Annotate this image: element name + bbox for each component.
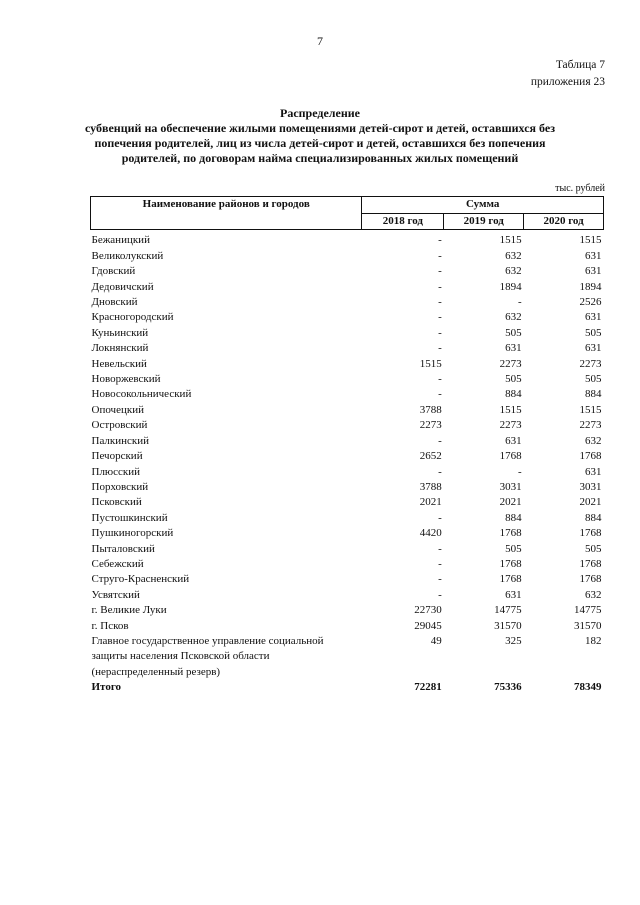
table-row	[91, 326, 604, 341]
value-2019: 884	[505, 388, 522, 401]
value-2019: 631	[505, 434, 522, 447]
district-name: Псковский	[91, 496, 142, 509]
district-name: Островский	[91, 419, 148, 432]
value-2019: 631	[505, 588, 522, 601]
total-value-2020: 78349	[574, 681, 602, 694]
value-2019: 1515	[499, 403, 522, 416]
table-row	[91, 387, 604, 402]
table-row	[91, 557, 604, 572]
value-2019: 31570	[494, 619, 522, 632]
district-name: Новоржевский	[91, 373, 161, 386]
total-value-2018: 72281	[414, 681, 442, 694]
value-2019: 632	[505, 311, 522, 324]
district-name: г. Псков	[91, 619, 129, 632]
subsidy-table	[90, 196, 604, 696]
value-2020: 1515	[579, 403, 602, 416]
value-2019: 505	[505, 326, 522, 339]
value-2019: 631	[505, 342, 522, 355]
value-2019: 1768	[499, 573, 522, 586]
value-2020: 632	[585, 588, 602, 601]
table-row	[91, 357, 604, 372]
value-2019: 2273	[499, 357, 522, 370]
table-row	[91, 249, 604, 264]
value-2019: 505	[505, 542, 522, 555]
value-2019: 2273	[499, 419, 522, 432]
table-row	[91, 511, 604, 526]
value-2018: -	[438, 557, 442, 570]
header-name: Наименование районов и городов	[91, 197, 362, 230]
district-name: Бежаницкий	[91, 234, 150, 247]
value-2019: 884	[505, 511, 522, 524]
header-year-2020: 2020 год	[524, 214, 604, 230]
district-name: Печорский	[91, 450, 143, 463]
table-row	[91, 280, 604, 295]
table-row	[91, 403, 604, 418]
district-name-line: защиты населения Псковской области	[91, 650, 270, 663]
value-2019: 3031	[499, 480, 522, 493]
title-heading: Распределение	[279, 106, 361, 120]
value-2018: -	[438, 249, 442, 262]
value-2020: 1768	[579, 527, 602, 540]
table-row	[91, 634, 604, 680]
value-2020: 2021	[579, 496, 602, 509]
value-2020: 632	[585, 434, 602, 447]
value-2019: 325	[505, 634, 522, 647]
district-name: Красногородский	[91, 311, 174, 324]
value-2018: -	[438, 573, 442, 586]
district-name: Пыталовский	[91, 542, 155, 555]
value-2020: 182	[585, 634, 602, 647]
value-2019: 14775	[494, 604, 522, 617]
district-name-line: Главное государственное управление социальной	[91, 634, 324, 647]
district-name: Пушкиногорский	[91, 527, 174, 540]
value-2020: 3031	[579, 480, 602, 493]
header-year-2018: 2018 год	[362, 214, 444, 230]
header-sum: Сумма	[362, 197, 604, 214]
unit-label: тыс. рублей	[555, 183, 605, 194]
value-2019: -	[517, 465, 522, 478]
value-2018: -	[438, 311, 442, 324]
value-2018: -	[438, 511, 442, 524]
table-row	[91, 495, 604, 510]
district-name-line: (нераспределенный резерв)	[91, 665, 221, 678]
table-row	[91, 310, 604, 325]
table-row	[91, 526, 604, 541]
value-2019: 505	[505, 373, 522, 386]
page-number: 7	[317, 34, 323, 48]
value-2020: 31570	[574, 619, 602, 632]
district-name: Опочецкий	[91, 403, 144, 416]
value-2018: 3788	[419, 480, 442, 493]
value-2020: 2273	[579, 357, 602, 370]
title-description: субвенций на обеспечение жилыми помещениями детей-сирот и детей, оставшихся без попечения родителей, лиц из числа детей-сирот и детей, оставшихся без попечения родителей, по договорам найма специализированных жилых помещений	[84, 121, 556, 165]
district-name: Порховский	[91, 480, 149, 493]
value-2019: 1515	[499, 234, 522, 247]
district-name: Струго-Красненский	[91, 573, 190, 586]
value-2018: 2273	[419, 419, 442, 432]
value-2019: 1768	[499, 557, 522, 570]
district-name: Плюсский	[91, 465, 141, 478]
value-2020: 2273	[579, 419, 602, 432]
district-name: Куньинский	[91, 326, 149, 339]
value-2020: 1894	[579, 280, 602, 293]
value-2018: -	[438, 326, 442, 339]
table-row	[91, 341, 604, 356]
table-reference-line-1: Таблица 7	[555, 59, 605, 71]
value-2020: 631	[585, 465, 602, 478]
value-2018: -	[438, 465, 442, 478]
value-2020: 631	[585, 249, 602, 262]
district-name: Себежский	[91, 557, 144, 570]
value-2020: 884	[585, 511, 602, 524]
value-2018: -	[438, 373, 442, 386]
value-2019: 1768	[499, 450, 522, 463]
table-reference	[531, 57, 605, 91]
district-name: Усвятский	[91, 588, 140, 601]
value-2020: 1768	[579, 573, 602, 586]
value-2018: 29045	[414, 619, 442, 632]
table-row	[91, 418, 604, 433]
district-name: Новосокольнический	[91, 388, 192, 401]
value-2019: 632	[505, 265, 522, 278]
table-row	[91, 572, 604, 587]
total-value-2019: 75336	[494, 681, 522, 694]
table-row	[91, 603, 604, 618]
value-2020: 2526	[579, 296, 602, 309]
value-2020: 631	[585, 265, 602, 278]
value-2020: 505	[585, 542, 602, 555]
value-2018: -	[438, 296, 442, 309]
district-name: Дедовичский	[91, 280, 154, 293]
district-name: Локнянский	[91, 342, 149, 355]
district-name: Палкинский	[91, 434, 150, 447]
value-2018: 22730	[414, 604, 442, 617]
district-name: Дновский	[91, 296, 138, 309]
value-2020: 14775	[574, 604, 602, 617]
district-name: Великолукский	[91, 249, 164, 262]
table-row	[91, 465, 604, 480]
value-2018: 3788	[419, 403, 442, 416]
value-2018: 2021	[419, 496, 442, 509]
district-name: Пустошкинский	[91, 511, 168, 524]
table-body	[91, 230, 604, 696]
district-name: Невельский	[91, 357, 147, 370]
table-row	[91, 588, 604, 603]
header-year-2019: 2019 год	[444, 214, 524, 230]
value-2020: 1768	[579, 450, 602, 463]
total-row	[91, 680, 604, 695]
value-2019: 1894	[499, 280, 522, 293]
value-2018: -	[438, 388, 442, 401]
table-row	[91, 372, 604, 387]
value-2020: 884	[585, 388, 602, 401]
district-name	[91, 634, 362, 680]
district-name: г. Великие Луки	[91, 604, 167, 617]
table-row	[91, 295, 604, 310]
table-row	[91, 233, 604, 248]
table-row	[91, 619, 604, 634]
value-2019: 2021	[499, 496, 522, 509]
value-2020: 505	[585, 326, 602, 339]
document-title	[80, 106, 560, 166]
value-2018: -	[438, 280, 442, 293]
total-label: Итого	[91, 681, 122, 694]
table-row	[91, 480, 604, 495]
value-2019: -	[517, 296, 522, 309]
value-2018: -	[438, 342, 442, 355]
value-2018: -	[438, 265, 442, 278]
value-2018: -	[438, 434, 442, 447]
value-2018: 49	[430, 634, 442, 647]
value-2020: 1515	[579, 234, 602, 247]
table-row	[91, 542, 604, 557]
value-2020: 505	[585, 373, 602, 386]
table-row	[91, 264, 604, 279]
district-name: Гдовский	[91, 265, 136, 278]
value-2020: 1768	[579, 557, 602, 570]
table-row	[91, 449, 604, 464]
value-2018: 4420	[419, 527, 442, 540]
value-2020: 631	[585, 311, 602, 324]
value-2018: -	[438, 234, 442, 247]
value-2018: -	[438, 588, 442, 601]
value-2018: 2652	[419, 450, 442, 463]
value-2018: -	[438, 542, 442, 555]
table-reference-line-2: приложения 23	[530, 76, 605, 88]
value-2019: 632	[505, 249, 522, 262]
value-2019: 1768	[499, 527, 522, 540]
value-2020: 631	[585, 342, 602, 355]
table-row	[91, 434, 604, 449]
value-2018: 1515	[419, 357, 442, 370]
